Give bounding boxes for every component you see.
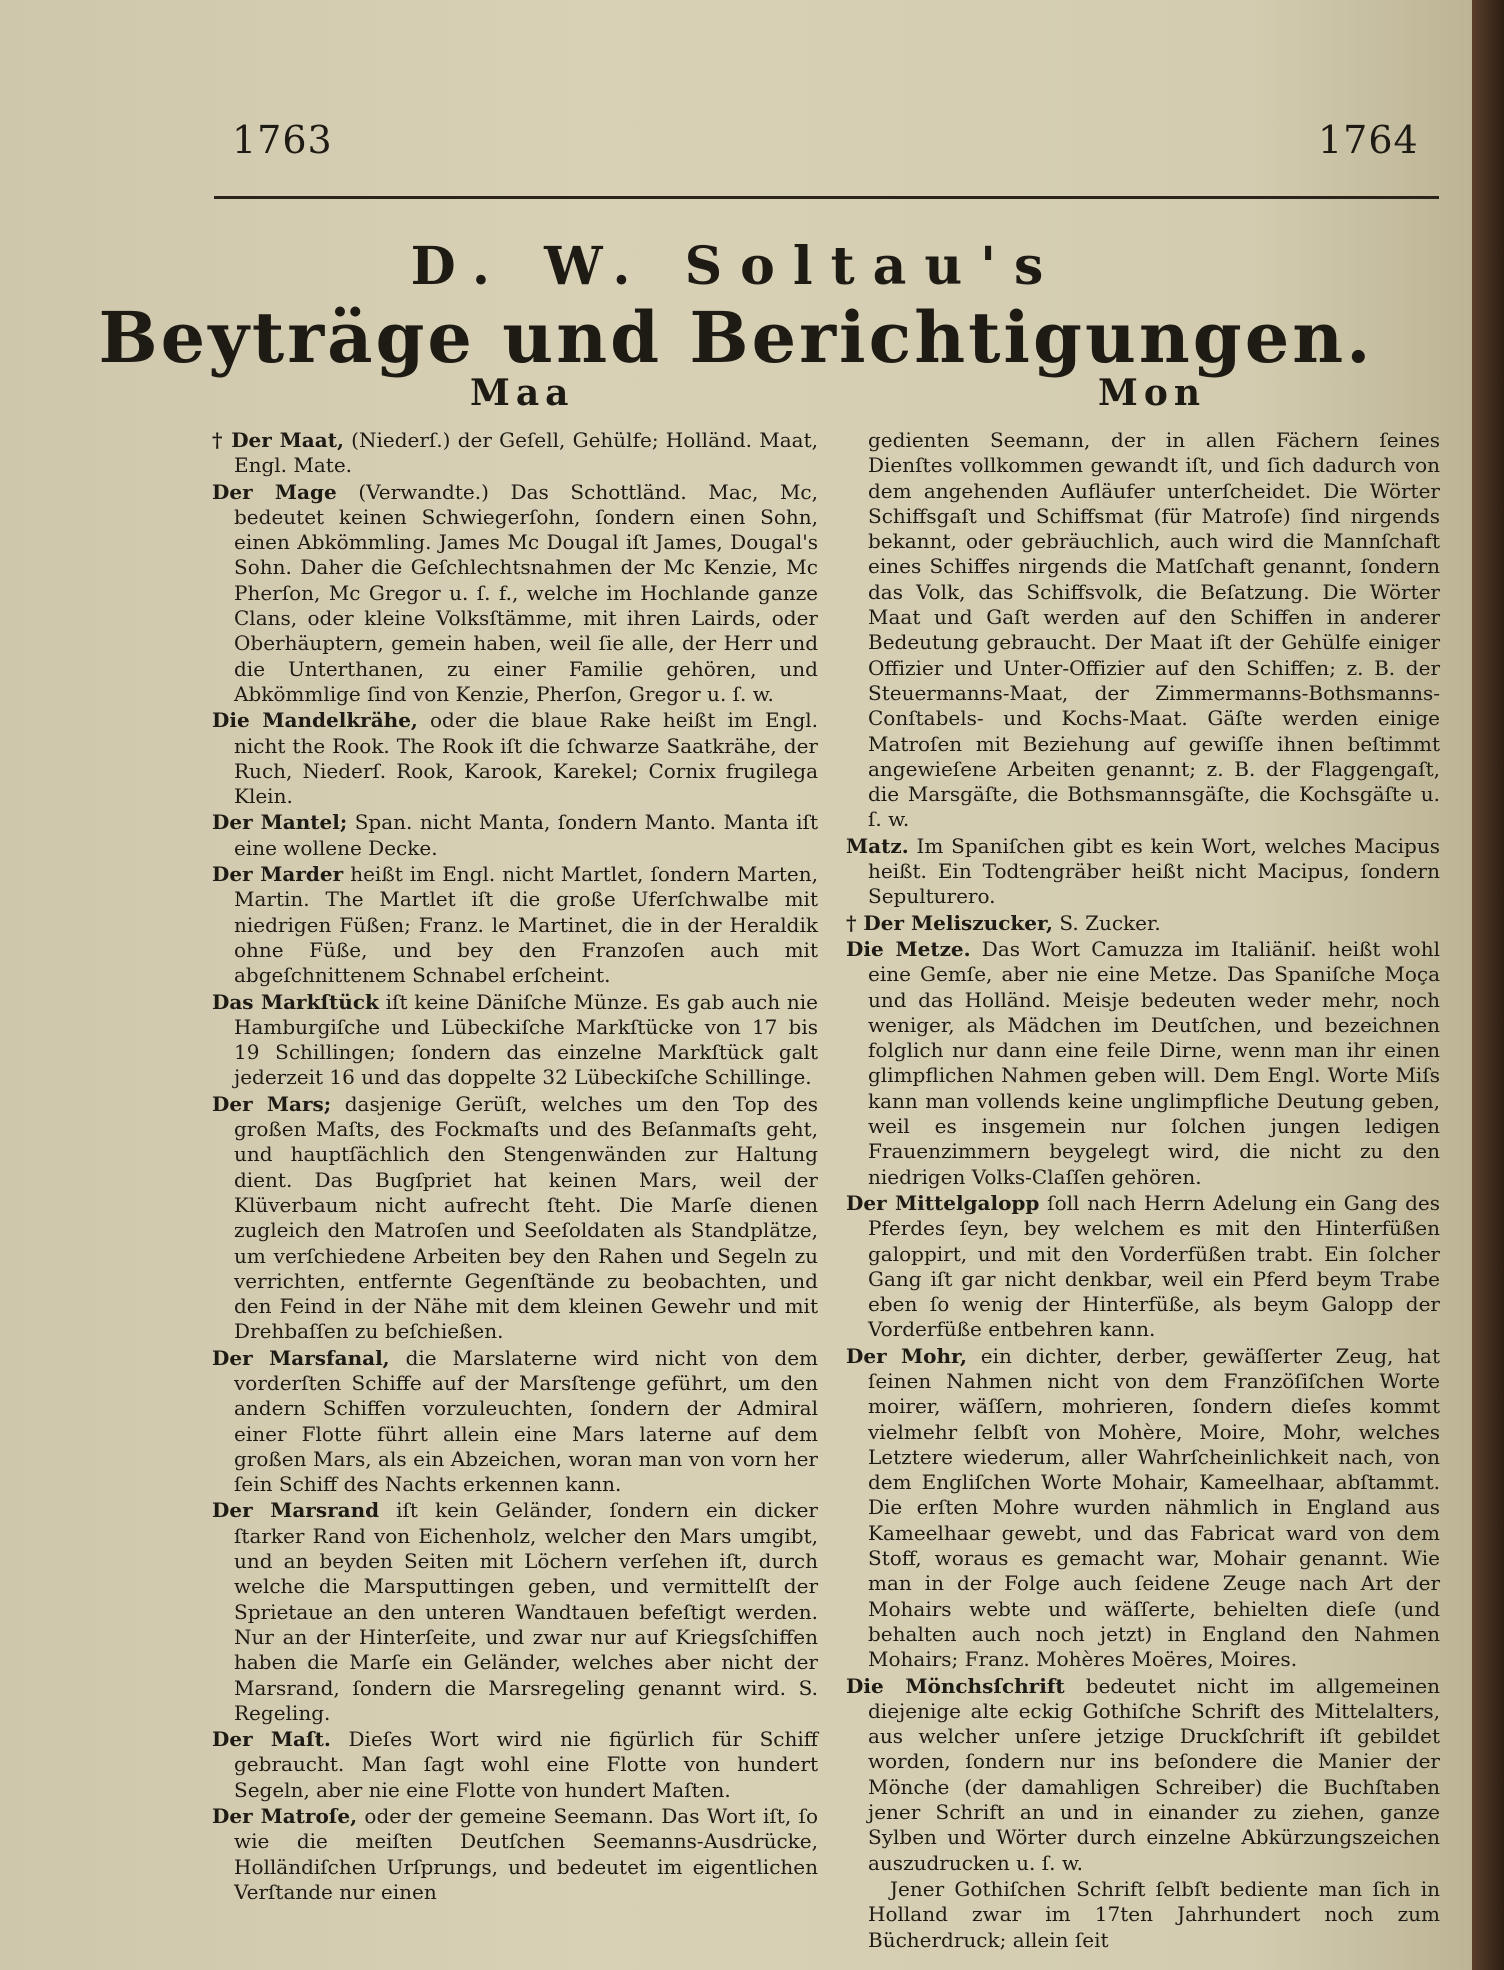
entry-mandelkraehe — [212, 708, 818, 809]
entry-head: Die Mönchsſchrift — [846, 1673, 1065, 1698]
page-title: Beyträge und Berichtigungen. — [98, 296, 1374, 379]
entry-head: Der Mars; — [212, 1091, 332, 1116]
entry-text: Jener Gothiſchen Schrift ſelbſt bediente man ſich in Holland zwar im 17ten Jahrhundert noch zum Bücherdruck; allein ſeit — [868, 1876, 1440, 1952]
entry-head: Der Marsrand — [212, 1498, 380, 1523]
entry-text: oder die blaue Rake heißt im Engl. nicht the Rook. The Rook iſt die ſchwarze Saatkrähe, der Ruch, Niederſ. Rook, Karook, Karekel; Cornix frugilega Klein. — [234, 708, 819, 809]
page-number-right: 1764 — [1318, 118, 1419, 162]
page-number-left: 1763 — [232, 118, 333, 162]
entry-head: † Der Meliszucker, — [846, 910, 1054, 935]
left-column — [212, 428, 818, 1906]
entry-text: heißt im Engl. nicht Martlet, ſondern Marten, Martin. The Martlet iſt die große Uferſchwalbe mit niedrigen Füßen; Franz. le Martinet, die in der Heraldik ohne Füße, und bey den Franzoſen auch mit abgeſchnittenem Schnabel erſcheint. — [234, 862, 818, 988]
entry-text: (Verwandte.) Das Schottländ. Mac, Mc, bedeutet keinen Schwiegerſohn, ſondern einen Sohn, einen Abkömmling. James Mc Dougal iſt James, Dougal's Sohn. Daher die Geſchlechtsnahmen der Mc Kenzie, Mc Pherſon, Mc Gregor u. ſ. f., welche im Hochlande ganze Clans, oder kleine Volksſtämme, mit ihren Lairds, oder Oberhäuptern, gemein haben, weil ſie alle, der Herr und die Unterthanen, zu einer Familie gehören, und Abkömmlige ſind von Kenzie, Pherſon, Gregor u. ſ. w. — [234, 479, 818, 706]
entry-head: Der Mantel; — [212, 810, 348, 835]
entry-text: bedeutet nicht im allgemeinen diejenige alte eckig Gothiſche Schrift des Mittelalters, aus welcher unſere jetzige Druckſchrift iſt gebildet worden, ſondern nur ins beſondere die Manier der Mönche (der damahligen Schreiber) die Buchſtaben jener Schrift an und in einander zu ziehen, ganze Sylben und Wörter durch einzelne Abkürzungszeichen auszudrucken u. ſ. w. — [868, 1673, 1441, 1875]
entry-maat — [212, 428, 818, 479]
entry-head: Der Maſt. — [212, 1727, 331, 1752]
entry-text: Dieſes Wort wird nie figürlich für Schiff gebraucht. Man ſagt wohl eine Flotte von hundert Segeln, aber nie eine Flotte von hundert Maſten. — [234, 1727, 818, 1802]
entry-moenchsschrift — [846, 1674, 1440, 1876]
entry-marsfanal — [212, 1346, 818, 1498]
entry-head: † Der Maat, — [212, 428, 344, 452]
entry-text: oder der gemeine Seemann. Das Wort iſt, ſo wie die meiſten Deutſchen Seemanns-Ausdrücke, Holländiſchen Urſprungs, und bedeutet im eigentlichen Verſtande nur einen — [234, 1804, 818, 1904]
entry-markstueck — [212, 990, 818, 1091]
entry-text: Span. nicht Manta, ſondern Manto. Manta iſt eine wollene Decke. — [234, 810, 818, 860]
entry-text: ein dichter, derber, gewäſſerter Zeug, hat ſeinen Nahmen nicht von dem Franzöſiſchen Worte moirer, wäſſern, mohrieren, ſondern dieſes kommt vielmehr ſelbſt von Mohère, Moire, Mohr, welches Letztere wiederum, aller Wahrſcheinlichkeit nach, von dem Engliſchen Worte Mohair, Kameelhaar, abſtammt. Die erſten Mohre wurden nähmlich in England aus Kameelhaar gewebt, und das Fabricat ward von dem Stoff, woraus es gemacht war, Mohair genannt. Wie man in der Folge auch ſeidene Zeuge nach Art der Mohairs webte und wäſſerte, behielten dieſe (und behalten auch noch jetzt) in England den Nahmen Mohairs; Franz. Mohères Moëres, Moires. — [868, 1343, 1440, 1672]
entry-mast — [212, 1727, 818, 1803]
entry-text: dasjenige Gerüſt, welches um den Top des großen Maſts, des Fockmaſts und des Beſanmaſts geht, und hauptſächlich den Stengenwänden zur Haltung dient. Das Bugſpriet hat keinen Mars, weil der Klüverbaum nicht aufrecht ſteht. Die Marſe dienen zugleich den Matroſen und Seeſoldaten als Standplätze, um verſchiedene Arbeiten bey den Rahen und Segeln zu verrichten, entfernte Gegenſtände zu beobachten, und den Feind in der Nähe mit dem kleinen Gewehr und mit Drehbaſſen zu beſchießen. — [234, 1091, 818, 1344]
entry-text: iſt kein Geländer, ſondern ein dicker ſtarker Rand von Eichenholz, welcher den Mars umgibt, und an beyden Seiten mit Löchern verſehen iſt, durch welche die Marsputtingen geben, und vermittelſt der Sprietaue an den unteren Wandtauen befeſtigt werden. Nur an der Hinterſeite, und zwar nur auf Kriegsſchiffen haben die Marſe ein Geländer, welches aber nicht der Marsrand, ſondern die Marsregeling genannt wird. S. Regeling. — [234, 1498, 818, 1725]
title-author: D. W. Soltau's — [410, 236, 1062, 297]
entry-head: Der Matroſe, — [212, 1804, 358, 1829]
entry-head: Der Mage — [212, 479, 337, 504]
entry-head: Der Mohr, — [846, 1343, 968, 1368]
entry-matrose — [212, 1804, 818, 1905]
entry-gothic-paragraph — [846, 1877, 1440, 1953]
entry-mantel — [212, 810, 818, 861]
entry-text: die Marslaterne wird nicht von dem vorderſten Schiffe auf der Marsſtenge geführt, um den andern Schiffen vorzuleuchten, ſondern der Admiral einer Flotte führt allein eine Mars laterne auf dem großen Mars, als ein Abzeichen, woran man von vorn her ſein Schiff des Nachts erkennen kann. — [234, 1345, 818, 1497]
entry-matrose-continued — [846, 428, 1440, 833]
entry-head: Der Marder — [212, 862, 344, 887]
entry-marder — [212, 862, 818, 988]
entry-text: ſoll nach Herrn Adelung ein Gang des Pferdes ſeyn, bey welchem es mit den Hinterfüßen galoppirt, und mit den Vorderfüßen trabt. Ein ſolcher Gang iſt gar nicht denkbar, weil ein Pferd beym Trabe eben ſo wenig der Hinterfüße, als beym Galopp der Vorderfüße entbehren kann. — [868, 1190, 1440, 1342]
header-rule — [214, 196, 1439, 199]
entry-text: S. Zucker. — [1053, 910, 1161, 935]
entry-marsrand — [212, 1498, 818, 1726]
entry-mittelgalopp — [846, 1191, 1440, 1343]
entry-mage — [212, 480, 818, 708]
entry-head: Matz. — [846, 833, 909, 858]
entry-mohr — [846, 1344, 1440, 1673]
entry-text: Im Spaniſchen gibt es kein Wort, welches Macipus heißt. Ein Todtengräber heißt nicht Macipus, ſondern Sepulturero. — [868, 833, 1440, 909]
entry-meliszucker — [846, 911, 1440, 936]
right-column — [846, 428, 1440, 1954]
entry-head: Der Marsfanal, — [212, 1345, 390, 1370]
column-head-right: Mon — [1098, 372, 1207, 414]
entry-text: (Niederſ.) der Geſell, Gehülfe; Holländ. Maat, Engl. Mate. — [234, 428, 819, 478]
entry-head: Die Mandelkrähe, — [212, 708, 418, 733]
entry-text: gedienten Seemann, der in allen Fächern ſeines Dienſtes vollkommen gewandt iſt, und ſich dadurch von dem angehenden Aufläufer unterſcheidet. Die Wörter Schiffsgaſt und Schiffsmat (für Matroſe) ſind nirgends bekannt, oder gebräuchlich, auch wird die Mannſchaft eines Schiffes nirgends die Matſchaft genannt, ſondern das Volk, das Schiffsvolk, die Beſatzung. Die Wörter Maat und Gaſt werden auf den Schiffen in anderer Bedeutung gebraucht. Der Maat iſt der Gehülfe einiger Offizier und Unter-Offizier auf den Schiffen; z. B. der Steuermanns-Maat, der Zimmermanns-Bothsmanns-Conſtabels- und Kochs-Maat. Gäſte werden einige Matroſen mit Beziehung auf gewiſſe ihnen beſtimmt angewieſene Arbeiten genannt; z. B. der Flaggengaſt, die Marsgäſte, die Bothsmannsgäſte, die Kochsgäſte u. ſ. w. — [868, 428, 1440, 832]
entry-head: Der Mittelgalopp — [846, 1190, 1040, 1215]
entry-head: Das Markſtück — [212, 989, 379, 1014]
entry-mars — [212, 1092, 818, 1345]
entry-text: iſt keine Däniſche Münze. Es gab auch nie Hamburgiſche und Lübeckiſche Markſtücke von 17 bis 19 Schillingen; ſondern das einzelne Markſtück galt jederzeit 16 und das doppelte 32 Lübeckiſche Schillinge. — [234, 989, 819, 1090]
entry-metze — [846, 937, 1440, 1190]
entry-matz — [846, 834, 1440, 910]
column-head-left: Maa — [470, 372, 575, 414]
entry-text: Das Wort Camuzza im Italiäniſ. heißt wohl eine Gemſe, aber nie eine Metze. Das Spaniſche Moça und das Holländ. Meisje bedeuten weder mehr, noch weniger, als Mädchen im Deutſchen, und bezeichnen folglich nur dann eine feile Dirne, wenn man ihr einen glimpflichen Nahmen geben will. Dem Engl. Worte Miſs kann man vollends keine unglimpfliche Deutung geben, weil es insgemein nur ſolchen jungen ledigen Frauenzimmern beygelegt wird, die nicht zu den niedrigen Volks-Claſſen gehören. — [868, 936, 1440, 1189]
book-spine — [1472, 0, 1504, 1970]
entry-head: Die Metze. — [846, 936, 971, 961]
